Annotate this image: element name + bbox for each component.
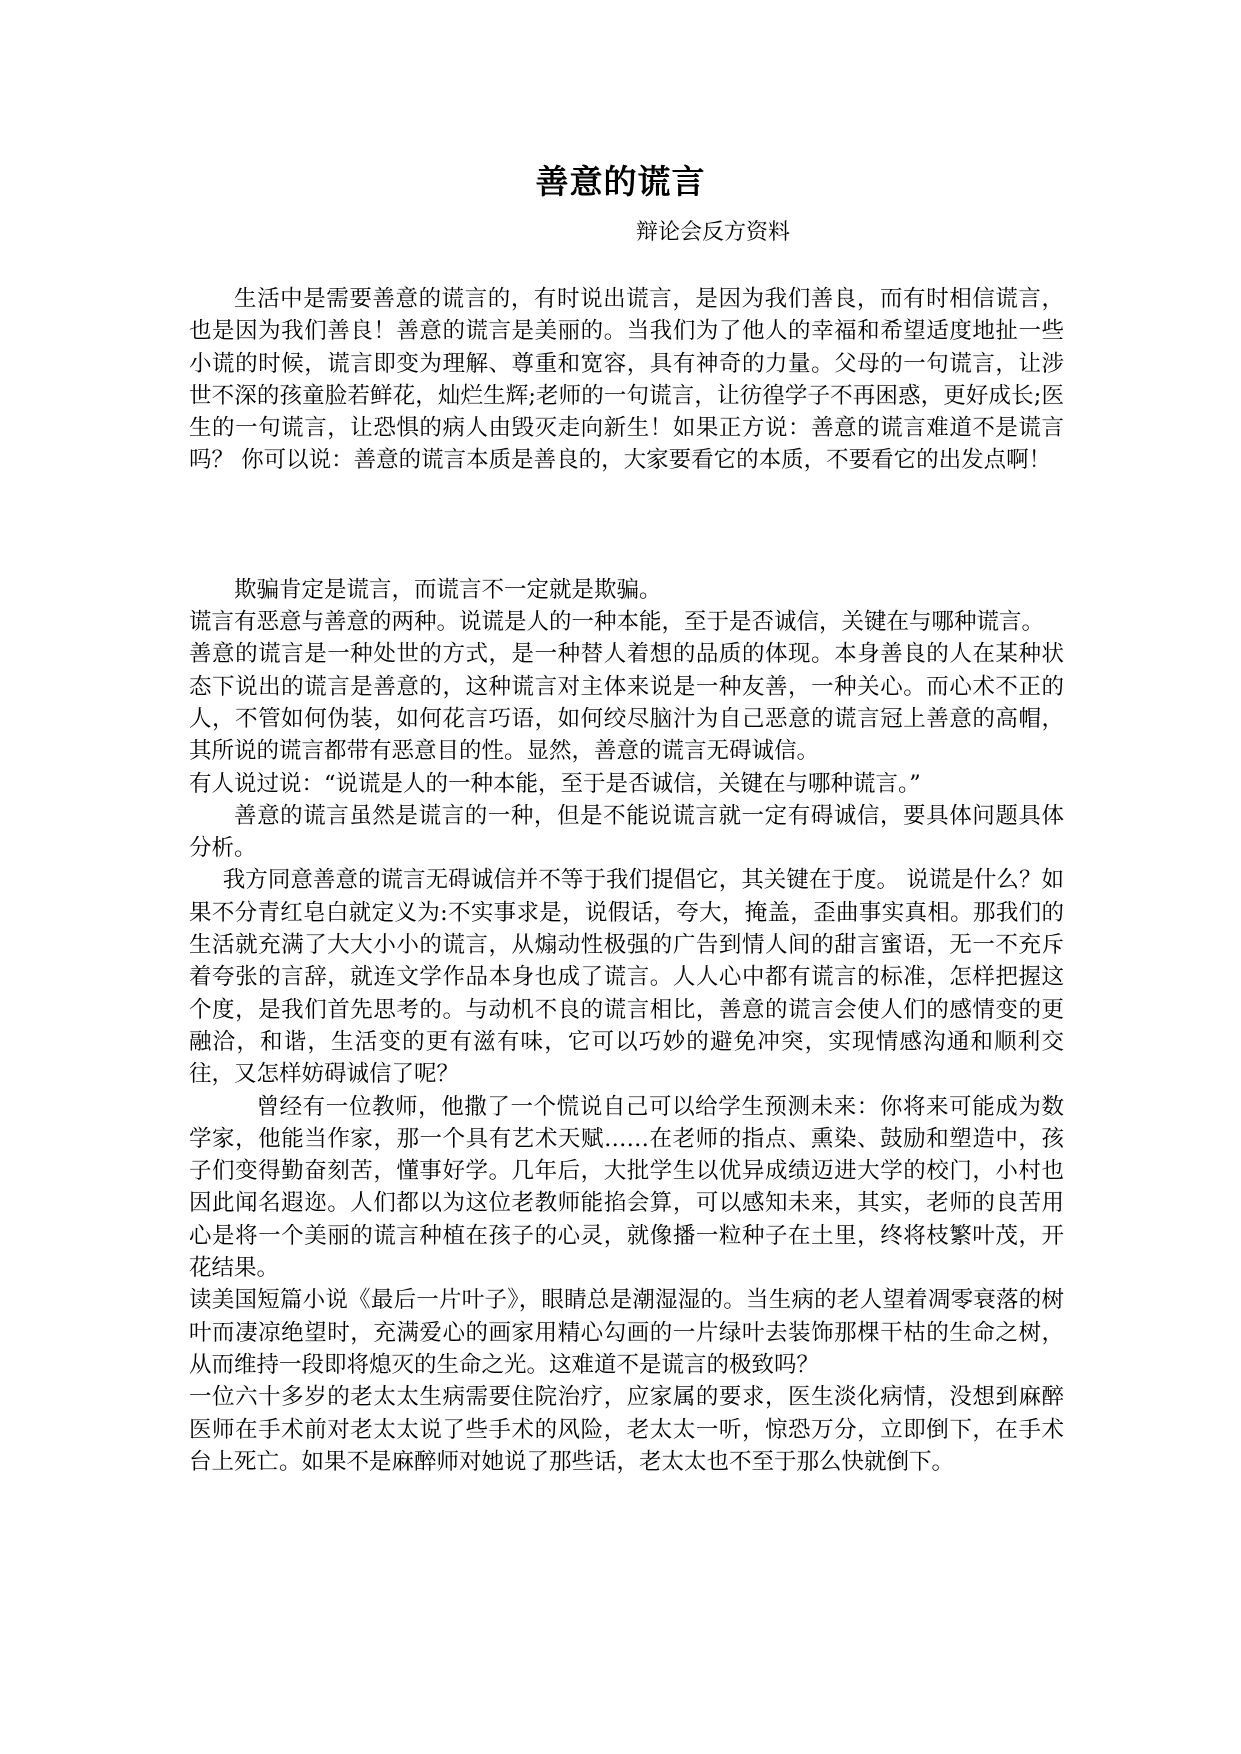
paragraph: 读美国短篇小说《最后一片叶子》，眼睛总是潮湿湿的。当生病的老人望着凋零衰落的树叶而凄凉绝望时，充满爱心的画家用精心勾画的一片绿叶去装饰那棵干枯的生命之树，从而维持一段即将熄灭的生命之光。这难道不是谎言的极致吗？: [189, 1287, 1064, 1378]
paragraph: 生活中是需要善意的谎言的，有时说出谎言，是因为我们善良，而有时相信谎言，也是因为我们善良！善意的谎言是美丽的。当我们为了他人的幸福和希望适度地扯一些小谎的时候，谎言即变为理解、尊重和宽容，具有神奇的力量。父母的一句谎言，让涉世不深的孩童脸若鲜花，灿烂生辉;老师的一句谎言，让彷徨学子不再困惑，更好成长;医生的一句谎言，让恐惧的病人由毁灭走向新生！如果正方说：善意的谎言难道不是谎言吗？ 你可以说：善意的谎言本质是善良的，大家要看它的本质，不要看它的出发点啊！: [189, 286, 1064, 474]
paragraph: 欺骗肯定是谎言，而谎言不一定就是欺骗。: [234, 576, 662, 603]
document-subtitle: 辩论会反方资料: [636, 220, 791, 245]
paragraph: 善意的谎言是一种处世的方式，是一种替人着想的品质的体现。本身善良的人在某种状态下说出的谎言是善意的，这种谎言对主体来说是一种友善，一种关心。而心术不正的人，不管如何伪装，如何花言巧语，如何绞尽脑汁为自己恶意的谎言冠上善意的高帽，其所说的谎言都带有恶意目的性。显然，善意的谎言无碍诚信。: [189, 641, 1064, 765]
paragraph: 一位六十多岁的老太太生病需要住院治疗，应家属的要求，医生淡化病情，没想到麻醉医师在手术前对老太太说了些手术的风险，老太太一听，惊恐万分，立即倒下，在手术台上死亡。如果不是麻醉师对她说了那些话，老太太也不至于那么快就倒下。: [189, 1384, 1064, 1475]
paragraph: 善意的谎言虽然是谎言的一种，但是不能说谎言就一定有碍诚信，要具体问题具体分析。: [189, 802, 1064, 862]
document-body: [189, 283, 1064, 1478]
paragraph: 谎言有恶意与善意的两种。说谎是人的一种本能，至于是否诚信，关键在与哪种谎言。: [189, 609, 1045, 636]
paragraph: 我方同意善意的谎言无碍诚信并不等于我们提倡它，其关键在于度。 说谎是什么？如果不分青红皂白就定义为:不实事求是，说假话，夸大，掩盖，歪曲事实真相。那我们的生活就充满了大大小小的谎言，从煽动性极强的广告到情人间的甜言蜜语，无一不充斥着夸张的言辞，就连文学作品本身也成了谎言。人人心中都有谎言的标准，怎样把握这个度，是我们首先思考的。与动机不良的谎言相比，善意的谎言会使人们的感情变的更融洽，和谐，生活变的更有滋有味，它可以巧妙的避免冲突，实现情感沟通和顺利交往，又怎样妨碍诚信了呢？: [189, 867, 1064, 1088]
paragraph: 有人说过说：“说谎是人的一种本能，至于是否诚信，关键在与哪种谎言。”: [189, 770, 921, 797]
paragraph: 曾经有一位教师，他撒了一个慌说自己可以给学生预测未来：你将来可能成为数学家，他能当作家，那一个具有艺术天赋……在老师的指点、熏染、鼓励和塑造中，孩子们变得勤奋刻苦，懂事好学。几年后，大批学生以优异成绩迈进大学的校门，小村也因此闻名遐迩。人们都以为这位老教师能掐会算，可以感知未来，其实，老师的良苦用心是将一个美丽的谎言种植在孩子的心灵，就像播一粒种子在土里，终将枝繁叶茂，开花结果。: [189, 1093, 1064, 1282]
document-title: 善意的谎言: [535, 162, 706, 201]
